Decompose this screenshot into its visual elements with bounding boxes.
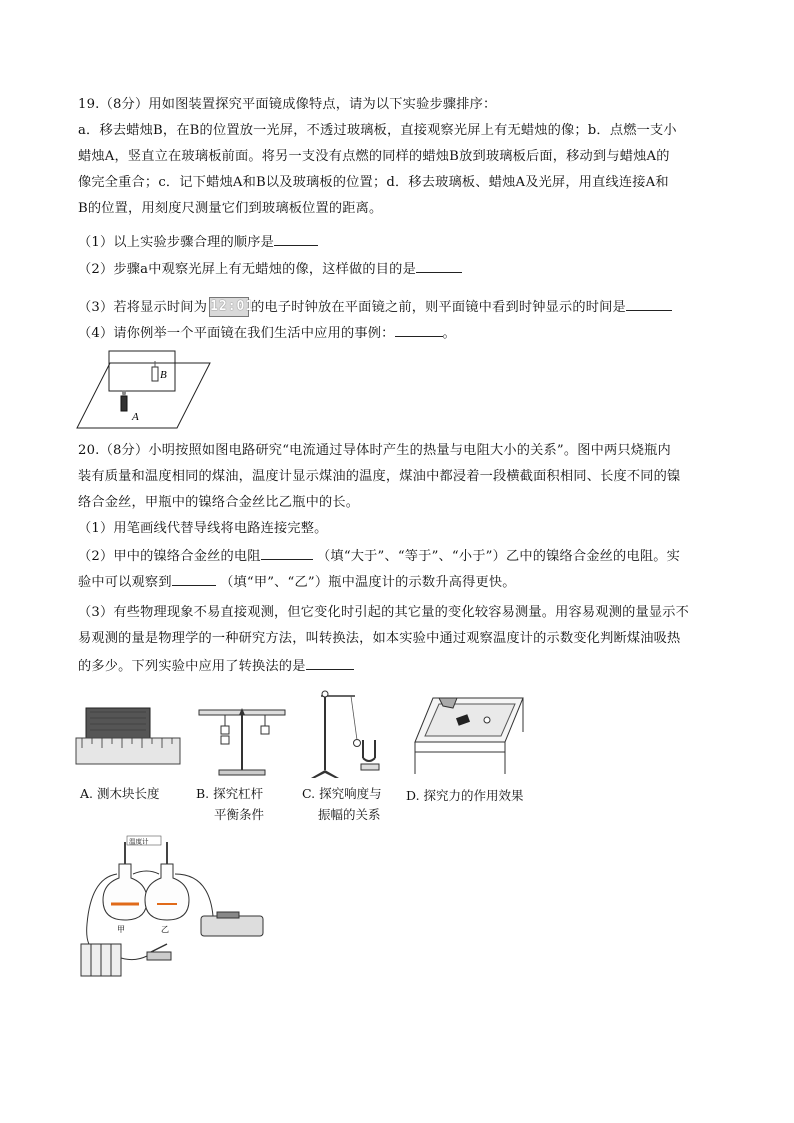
svg-text:温度计: 温度计: [129, 837, 149, 846]
q20-para-line-3: 络合金丝，甲瓶中的镍络合金丝比乙瓶中的长。: [78, 495, 360, 510]
q19-sub4-text-b: 。: [442, 326, 456, 341]
q20-sub3-answer-blank[interactable]: [306, 655, 354, 670]
q20-sub3-text: 的多少。下列实验中应用了转换法的是: [78, 659, 306, 674]
q20-sub2-text-d: （填“甲”、“乙”）瓶中温度计的示数升高得更快。: [220, 575, 516, 590]
q19-title: 19.（8分）用如图装置探究平面镜成像特点，请为以下实验步骤排序：: [78, 97, 497, 112]
q19-sub3-text-b: 的电子时钟放在平面镜之前，则平面镜中看到时钟显示的时间是: [251, 300, 626, 315]
table-plane: [77, 363, 210, 428]
q19-para-line-3: 像完全重合；c．记下蜡烛A和B以及玻璃板的位置；d．移去玻璃板、蜡烛A及光屏，用直线连接A和: [78, 175, 669, 190]
flask-jia: [103, 864, 147, 920]
option-a-caption: A. 测木块长度: [80, 786, 160, 801]
option-d-caption: D. 探究力的作用效果: [406, 788, 524, 803]
ruler: [76, 738, 180, 764]
q20-sub2-answer-blank-2[interactable]: [172, 571, 216, 586]
option-d-tray-figure: [413, 696, 525, 776]
q20-sub1: （1）用笔画线代替导线将电路连接完整。: [78, 521, 328, 536]
q20-sub2-text-b: （填“大于”、“等于”、“小于”）乙中的镍络合金丝的电阻。实: [317, 549, 680, 564]
q19-sub1: [78, 231, 318, 253]
option-c-tuning-fork-figure: [311, 688, 391, 780]
q19-sub3: [78, 296, 672, 318]
q19-sub2-text: （2）步骤a中观察光屏上有无蜡烛的像，这样做的目的是: [78, 262, 416, 277]
q20-sub3-line-2: 易观测的量是物理学的一种研究方法，叫转换法，如本实验中通过观察温度计的示数变化判断煤油吸热: [78, 631, 681, 646]
q19-para-line-1: a．移去蜡烛B，在B的位置放一光屏，不透过玻璃板，直接观察光屏上有无蜡烛的像；b．点燃一支小: [78, 123, 677, 138]
clock-display: 12:01: [210, 298, 255, 314]
q19-sub1-answer-blank[interactable]: [274, 231, 318, 246]
switch: [147, 952, 171, 960]
q20-para-line-2: 装有质量和温度相同的煤油，温度计显示煤油的温度，煤油中都浸着一段横截面积相同、长度不同的镍: [78, 469, 681, 484]
rheostat: [201, 916, 263, 936]
candle-a: [121, 396, 127, 411]
q19-sub2: [78, 258, 462, 280]
option-b-caption-1: B. 探究杠杆: [196, 786, 264, 801]
label-b: B: [160, 369, 167, 381]
option-b-lever-figure: [197, 704, 287, 776]
option-c-caption-1: C. 探究响度与: [302, 786, 382, 801]
q19-sub4: [78, 322, 456, 344]
q19-sub3-answer-blank[interactable]: [626, 296, 672, 311]
q19-para-line-4: B的位置，用刻度尺测量它们到玻璃板位置的距离。: [78, 201, 383, 216]
q20-sub2-text-c: 验中可以观察到: [78, 575, 172, 590]
label-a: A: [132, 411, 139, 423]
digital-clock-icon: [209, 297, 255, 317]
q19-sub4-text-a: （4）请你例举一个平面镜在我们生活中应用的事例：: [78, 326, 395, 341]
wood-block: [86, 708, 150, 738]
option-b-caption-2: 平衡条件: [214, 807, 265, 822]
option-c-caption-2: 振幅的关系: [318, 807, 381, 822]
q19-sub1-text: （1）以上实验步骤合理的顺序是: [78, 235, 275, 250]
q20-sub3-line-3: [78, 655, 354, 677]
q20-sub3-line-1: （3）有些物理现象不易直接观测，但它变化时引起的其它量的变化较容易测量。用容易观测的量显示不: [78, 605, 690, 620]
plane-mirror-figure: [77, 348, 217, 430]
q19-para-line-2: 蜡烛A，竖直立在玻璃板前面。将另一支没有点燃的同样的蜡烛B放到玻璃板后面，移动到与蜡烛A的: [78, 149, 670, 164]
q20-sub2-cont: [78, 571, 516, 593]
candle-b: [152, 367, 158, 381]
q19-sub3-text-a: （3）若将显示时间为: [78, 300, 208, 315]
option-a-ruler-figure: [76, 708, 180, 772]
q19-sub4-answer-blank[interactable]: [395, 322, 443, 337]
q20-sub2-text-a: （2）甲中的镍络合金丝的电阻: [78, 549, 261, 564]
svg-text:乙: 乙: [161, 925, 169, 934]
circuit-figure: [77, 834, 273, 980]
q20-sub2: [78, 545, 680, 567]
q20-para-line-1: 20.（8分）小明按照如图电路研究“电流通过导体时产生的热量与电阻大小的关系”。图中两只烧瓶内: [78, 443, 671, 458]
q20-sub2-answer-blank-1[interactable]: [261, 545, 313, 560]
q19-sub2-answer-blank[interactable]: [416, 258, 462, 273]
flask-yi: [145, 864, 189, 920]
svg-text:甲: 甲: [117, 925, 125, 934]
